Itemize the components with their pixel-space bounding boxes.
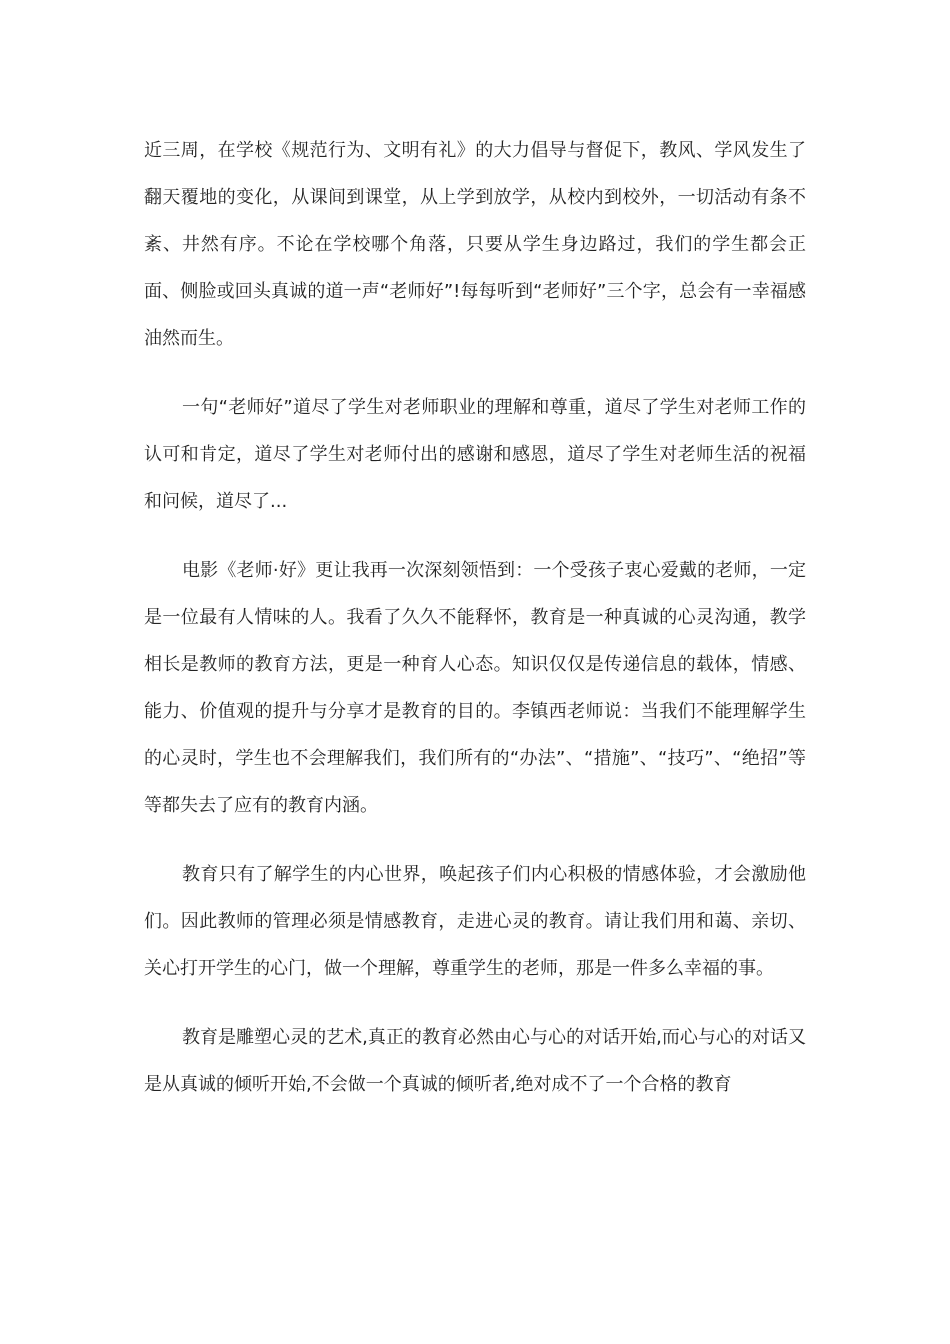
paragraph-1: 近三周，在学校《规范行为、文明有礼》的大力倡导与督促下，教风、学风发生了翻天覆地的变化，从课间到课堂，从上学到放学，从校内到校外，一切活动有条不紊、井然有序。不论在学校哪个角落，只要从学生身边路过，我们的学生都会正面、侧脸或回头真诚的道一声“老师好”!每每听到“老师好”三个字，总会有一幸福感油然而生。	[144, 140, 806, 349]
paragraph-2: 一句“老师好”道尽了学生对老师职业的理解和尊重，道尽了学生对老师工作的认可和肯定，道尽了学生对老师付出的感谢和感恩，道尽了学生对老师生活的祝福和问候，道尽了...	[144, 397, 806, 512]
paragraph-5: 教育是雕塑心灵的艺术,真正的教育必然由心与心的对话开始,而心与心的对话又是从真诚的倾听开始,不会做一个真诚的倾听者,绝对成不了一个合格的教育	[144, 1027, 806, 1095]
paragraph-4: 教育只有了解学生的内心世界，唤起孩子们内心积极的情感体验，才会激励他们。因此教师的管理必须是情感教育，走进心灵的教育。请让我们用和蔼、亲切、关心打开学生的心门，做一个理解，尊重学生的老师，那是一件多么幸福的事。	[144, 864, 806, 979]
paragraph-3: 电影《老师·好》更让我再一次深刻领悟到：一个受孩子衷心爱戴的老师，一定是一位最有人情味的人。我看了久久不能释怀，教育是一种真诚的心灵沟通，教学相长是教师的教育方法，更是一种育人心态。知识仅仅是传递信息的载体，情感、能力、价值观的提升与分享才是教育的目的。李镇西老师说：当我们不能理解学生的心灵时，学生也不会理解我们，我们所有的“办法”、“措施”、“技巧”、“绝招”等等都失去了应有的教育内涵。	[144, 560, 806, 816]
document-body	[144, 127, 806, 1108]
